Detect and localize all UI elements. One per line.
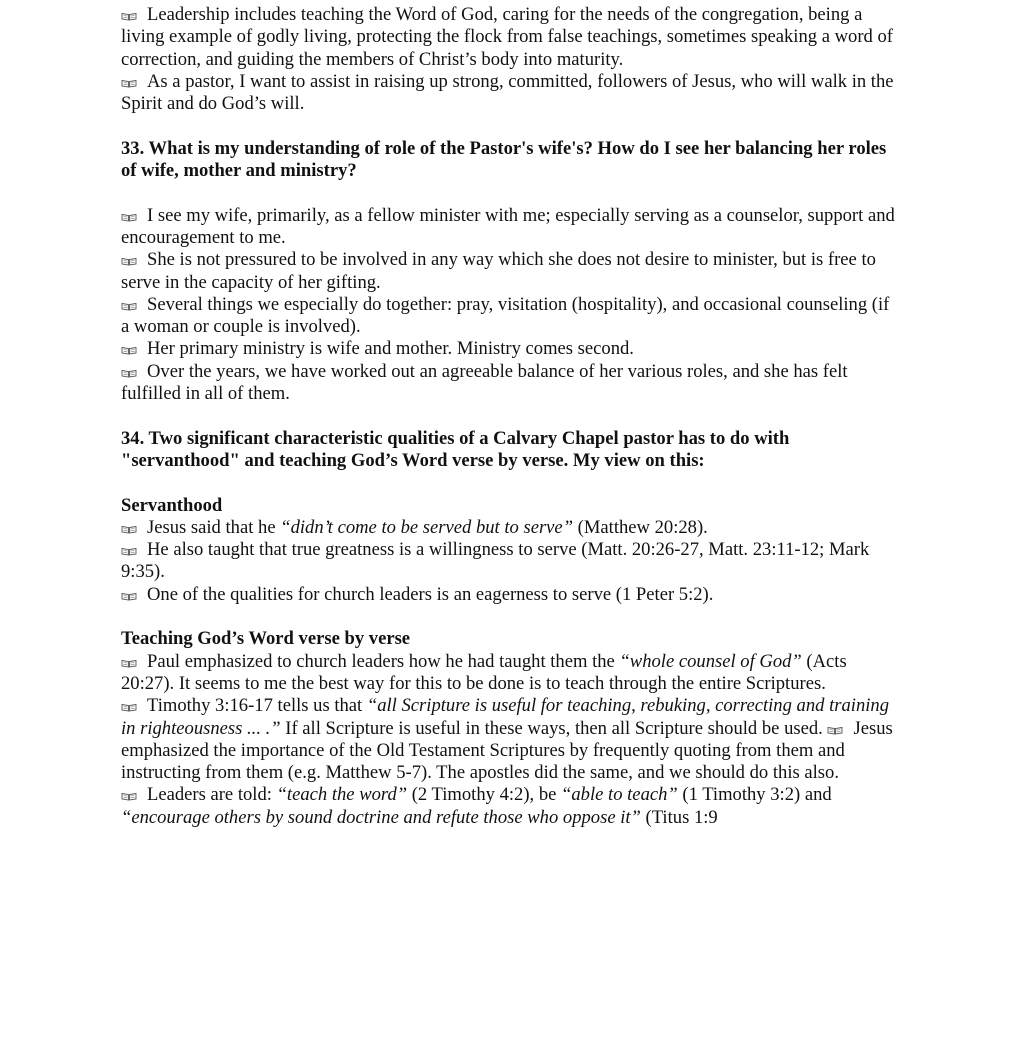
open-book-icon	[121, 12, 137, 21]
teaching-bullet-3-text: Jesus emphasized the importance of the Old Testament Scriptures by frequently quoting from them and instructing from them (e.g. Matthew 5-7). The apostles did the same, and we should do this also.	[121, 717, 893, 784]
teaching-bullet-1-post: (Acts 20:27). It seems to me the best way for this to be done is to teach through the entire Scriptures.	[121, 650, 847, 694]
open-book-icon	[121, 302, 137, 311]
servanthood-bullet-2	[121, 539, 901, 584]
q33-bullet-3	[121, 294, 901, 339]
open-book-icon	[121, 525, 137, 534]
open-book-icon	[827, 726, 843, 735]
q33-bullet-3-text: Several things we especially do together: pray, visitation (hospitality), and occasional counseling (if a woman or couple is involved).	[121, 293, 890, 338]
q33-bullet-5	[121, 361, 901, 406]
q33-bullet-4	[121, 338, 901, 360]
open-book-icon	[121, 79, 137, 88]
teaching-quote-2: “all Scripture is useful for teaching, rebuking, correcting and training in righteousness ... .”	[121, 695, 890, 739]
intro-bullet-1	[121, 4, 901, 71]
spacer	[121, 472, 901, 494]
teaching-quote-4c: “encourage others by sound doctrine and refute those who oppose it”	[121, 806, 641, 828]
open-book-icon	[121, 703, 137, 712]
servanthood-bullet-1-pre: Jesus said that he	[147, 516, 281, 538]
servanthood-bullet-3	[121, 584, 901, 606]
teaching-quote-1: “whole counsel of God”	[619, 650, 802, 672]
intro-bullet-2	[121, 71, 901, 116]
servanthood-bullet-1-post: (Matthew 20:28).	[573, 516, 708, 538]
q33-bullet-4-text: Her primary ministry is wife and mother. Ministry comes second.	[147, 338, 634, 360]
q33-bullet-2-text: She is not pressured to be involved in any way which she does not desire to minister, but is free to serve in the capacity of her gifting.	[121, 249, 876, 293]
teaching-bullet-1	[121, 651, 901, 696]
servanthood-quote-1: “didn’t come to be served but to serve”	[280, 516, 574, 538]
q33-bullet-1	[121, 205, 901, 250]
intro-bullet-1-text: Leadership includes teaching the Word of God, caring for the needs of the congregation, being a living example of godly living, protecting the flock from false teachings, sometimes speaking a word of correction, and guiding the members of Christ’s body into maturity.	[121, 4, 893, 70]
servanthood-bullet-1	[121, 517, 901, 539]
spacer	[121, 115, 901, 137]
teaching-bullet-1-pre: Paul emphasized to church leaders how he had taught them the	[147, 650, 620, 672]
open-book-icon	[121, 369, 137, 378]
teaching-bullet-2	[121, 695, 901, 784]
teaching-bullet-2-post: If all Scripture is useful in these ways, then all Scripture should be used.	[280, 717, 828, 739]
open-book-icon	[121, 659, 137, 668]
teaching-bullet-4-pre: Leaders are told:	[147, 784, 277, 806]
teaching-bullet-4	[121, 784, 901, 829]
q33-bullet-2	[121, 249, 901, 294]
open-book-icon	[121, 213, 137, 222]
q33-bullet-1-text: I see my wife, primarily, as a fellow minister with me; especially serving as a counselor, support and encouragement to me.	[121, 204, 895, 248]
servanthood-bullet-2-text: He also taught that true greatness is a willingness to serve (Matt. 20:26-27, Matt. 23:11-12; Mark 9:35).	[121, 539, 870, 583]
open-book-icon	[121, 346, 137, 355]
question-33-heading: 33. What is my understanding of role of the Pastor's wife's? How do I see her balancing her roles of wife, mother and ministry?	[121, 137, 887, 182]
spacer	[121, 606, 901, 628]
open-book-icon	[121, 792, 137, 801]
open-book-icon	[121, 547, 137, 556]
open-book-icon	[121, 592, 137, 601]
servanthood-heading: Servanthood	[121, 494, 223, 516]
teaching-bullet-4-post: (Titus 1:9	[640, 806, 718, 828]
intro-bullet-2-text: As a pastor, I want to assist in raising up strong, committed, followers of Jesus, who will walk in the Spirit and do God’s will.	[121, 70, 894, 115]
teaching-quote-4a: “teach the word”	[276, 784, 408, 806]
teaching-heading: Teaching God’s Word verse by verse	[121, 628, 411, 650]
teaching-quote-4b: “able to teach”	[561, 784, 678, 806]
teaching-bullet-2-pre: Timothy 3:16-17 tells us that	[147, 695, 367, 717]
q33-bullet-5-text: Over the years, we have worked out an agreeable balance of her various roles, and she has felt fulfilled in all of them.	[121, 360, 848, 405]
servanthood-bullet-3-text: One of the qualities for church leaders is an eagerness to serve (1 Peter 5:2).	[147, 583, 714, 605]
teaching-bullet-4-mid-1: (2 Timothy 4:2), be	[407, 784, 562, 806]
teaching-bullet-4-mid-2: (1 Timothy 3:2) and	[677, 784, 832, 806]
open-book-icon	[121, 257, 137, 266]
document-page	[121, 4, 901, 829]
spacer	[121, 182, 901, 204]
spacer	[121, 405, 901, 427]
question-34-heading: 34. Two significant characteristic qualities of a Calvary Chapel pastor has to do with "servanthood" and teaching God’s Word verse by verse. My view on this:	[121, 427, 790, 471]
